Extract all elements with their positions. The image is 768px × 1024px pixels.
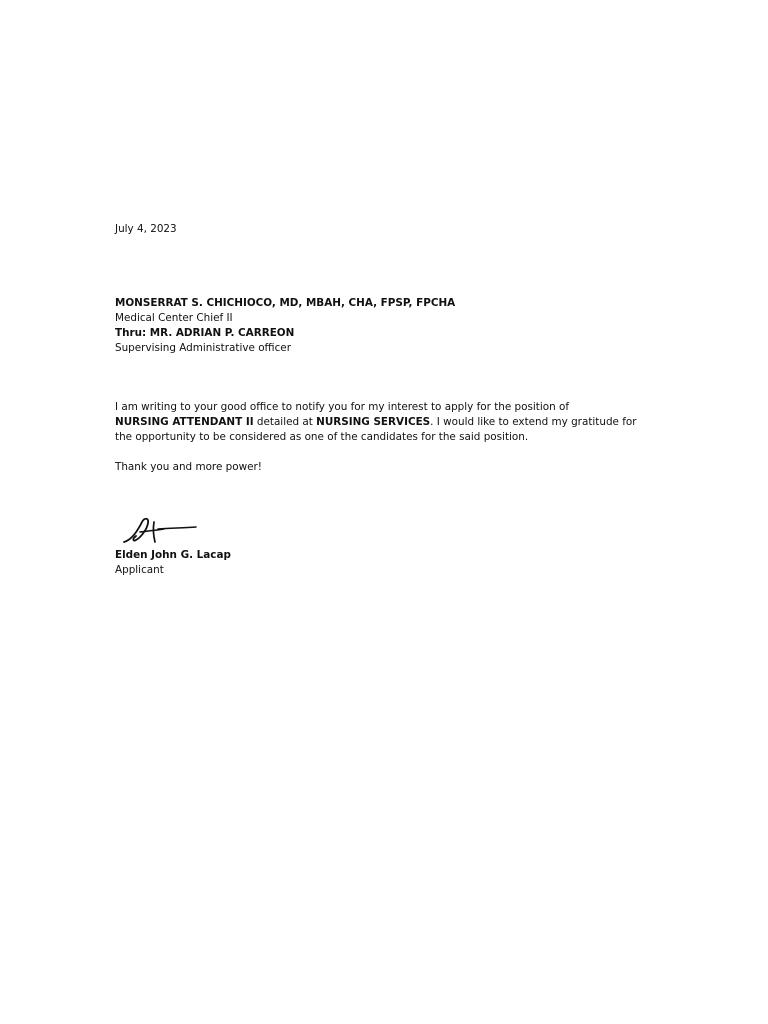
thru-title: Supervising Administrative officer xyxy=(115,342,291,354)
department-name: NURSING SERVICES xyxy=(316,416,431,428)
body-rest: . I would like to extend my gratitude for the opportunity to be considered as one of the candidates for the said position. xyxy=(115,416,637,443)
body-line-1: I am writing to your good office to notify you for my interest to apply for the position of xyxy=(115,401,570,413)
position-name: NURSING ATTENDANT II xyxy=(115,416,254,428)
closing-line: Thank you and more power! xyxy=(115,461,262,473)
recipient-name: MONSERRAT S. CHICHIOCO, MD, MBAH, CHA, FPSP, FPCHA xyxy=(115,297,456,309)
recipient-title: Medical Center Chief II xyxy=(115,312,233,324)
recipient-block xyxy=(115,296,455,356)
letter-date: July 4, 2023 xyxy=(115,223,177,235)
signer-block xyxy=(115,548,231,578)
body-detailed-at: detailed at xyxy=(253,416,317,428)
signer-name: Elden John G. Lacap xyxy=(115,549,231,561)
thru-line: Thru: MR. ADRIAN P. CARREON xyxy=(115,327,295,339)
letter-body xyxy=(115,400,655,445)
body-paragraph xyxy=(115,400,655,445)
signer-role: Applicant xyxy=(115,564,164,576)
signature-image xyxy=(118,512,208,548)
